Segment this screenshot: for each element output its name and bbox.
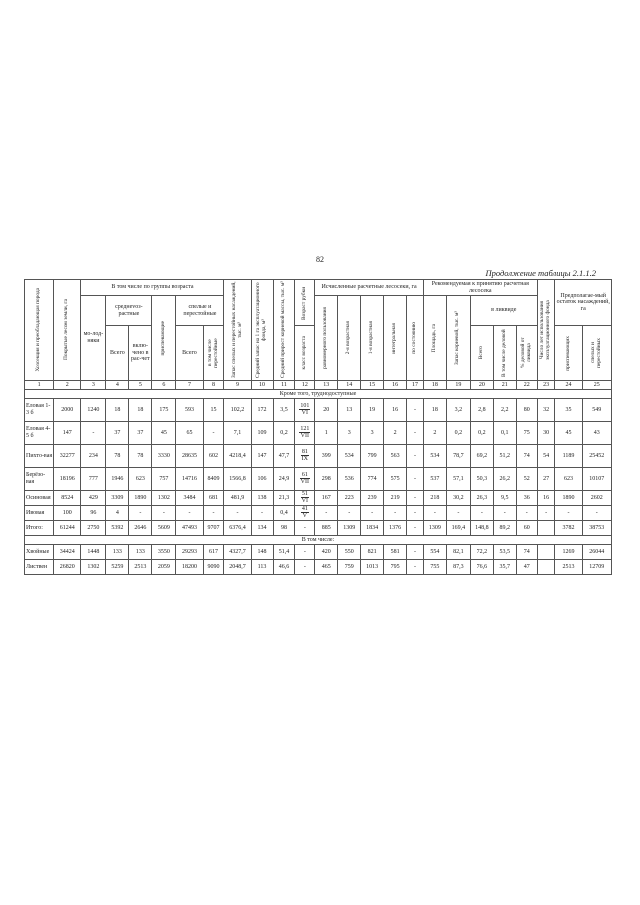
table-cell: 239	[361, 491, 384, 506]
table-cell: 35,7	[493, 560, 516, 575]
table-cell: 9707	[203, 521, 224, 536]
table-cell: 37	[106, 422, 129, 445]
table-cell: -	[295, 545, 315, 560]
table-cell: 2	[384, 422, 407, 445]
hdr-middle-incl: вклю-чено в рас-чет	[129, 326, 152, 381]
table-cell: 1189	[555, 445, 582, 468]
table-cell: 2059	[152, 560, 176, 575]
table-cell: 89,2	[493, 521, 516, 536]
row-species: Берёзо-вая	[25, 468, 54, 491]
hdr-age-class: класс возраста	[295, 326, 315, 381]
table-cell: 109	[251, 422, 273, 445]
table-cell: 681	[203, 491, 224, 506]
row-species: Осиновая	[25, 491, 54, 506]
table-cell: 25452	[582, 445, 611, 468]
age-class-cell: $\frac{61}{\text{VII}}$	[295, 468, 315, 491]
table-cell: 36	[516, 491, 537, 506]
hdr-rec-area: Площадь, га	[423, 296, 446, 381]
table-cell: 2,8	[470, 399, 493, 422]
column-number: 16	[384, 381, 407, 390]
table-cell: 78	[106, 445, 129, 468]
age-class-cell: $\frac{121}{\text{VII}}$	[295, 422, 315, 445]
table-cell: -	[407, 491, 424, 506]
table-cell: 57,1	[446, 468, 470, 491]
column-number: 3	[81, 381, 106, 390]
table-cell: -	[203, 422, 224, 445]
table-cell: 593	[176, 399, 203, 422]
table-cell: -	[295, 560, 315, 575]
table-cell: -	[582, 506, 611, 521]
table-cell: 50,3	[470, 468, 493, 491]
table-cell: 3	[338, 422, 361, 445]
table-cell: 549	[582, 399, 611, 422]
table-cell: 52	[516, 468, 537, 491]
table-cell: 0,1	[493, 422, 516, 445]
table-cell: 13	[338, 399, 361, 422]
hdr-area: Покрытые лесом земли, га	[54, 280, 81, 381]
hdr-liquid-business: В том числе деловой	[493, 326, 516, 381]
table-cell: 16	[537, 491, 555, 506]
table-cell: 2646	[129, 521, 152, 536]
column-number: 1	[25, 381, 54, 390]
table-cell: -	[470, 506, 493, 521]
table-cell: 147	[54, 422, 81, 445]
table-row	[25, 491, 612, 506]
table-cell: 18196	[54, 468, 81, 491]
table-cell: 1309	[338, 521, 361, 536]
table-cell: 795	[384, 560, 407, 575]
hdr-species: Хозсекция и преобладающая порода	[25, 280, 54, 381]
table-cell: 420	[315, 545, 338, 560]
row-species: Еловая 1-3 б	[25, 399, 54, 422]
hdr-liquid-total: Всего	[470, 326, 493, 381]
column-number: 12	[295, 381, 315, 390]
table-cell: 32	[537, 399, 555, 422]
table-cell: 799	[361, 445, 384, 468]
column-number: 24	[555, 381, 582, 390]
table-cell	[537, 545, 555, 560]
row-label: Листвен	[25, 560, 54, 575]
table-cell: 19	[361, 399, 384, 422]
table-cell: 16	[384, 399, 407, 422]
table-cell: 38753	[582, 521, 611, 536]
table-cell: 69,2	[470, 445, 493, 468]
hdr-middle: среднеvoз-растные	[106, 296, 152, 326]
table-cell: -	[152, 506, 176, 521]
table-cell: 1240	[81, 399, 106, 422]
table-cell: 399	[315, 445, 338, 468]
table-cell: 65	[176, 422, 203, 445]
hdr-years: Число лет использования эксплуатационного фонда	[537, 280, 555, 381]
table-cell: 429	[81, 491, 106, 506]
table-cell: 51,4	[273, 545, 295, 560]
table-cell: 5259	[106, 560, 129, 575]
hdr-mature: спелые и перестойные	[176, 296, 224, 326]
table-cell: 45	[555, 422, 582, 445]
hdr-expected-mature: спелых и перестойных	[582, 326, 611, 381]
table-cell: 167	[315, 491, 338, 506]
table-cell: 537	[423, 468, 446, 491]
table-cell: -	[407, 445, 424, 468]
table-cell: 2048,7	[224, 560, 251, 575]
hdr-rec-stock: Запас корневой, тыс. м³	[446, 296, 470, 381]
table-cell: 30	[537, 422, 555, 445]
table-cell: -	[224, 506, 251, 521]
row-species: Еловая 4-5 б	[25, 422, 54, 445]
table-cell: 465	[315, 560, 338, 575]
table-cell: 102,2	[224, 399, 251, 422]
table-cell: 87,3	[446, 560, 470, 575]
column-number: 17	[407, 381, 424, 390]
age-class-cell: $\frac{101}{VI}$	[295, 399, 315, 422]
table-cell: 148	[251, 545, 273, 560]
table-cell: 821	[361, 545, 384, 560]
table-cell	[537, 521, 555, 536]
table-cell: 46,6	[273, 560, 295, 575]
table-cell: 623	[129, 468, 152, 491]
table-cell: 8524	[54, 491, 81, 506]
table-cell: -	[129, 506, 152, 521]
table-cell: 1890	[129, 491, 152, 506]
page-number: 82	[316, 255, 324, 264]
table-cell: 4218,4	[224, 445, 251, 468]
table-cell: -	[81, 422, 106, 445]
table-cell: 32277	[54, 445, 81, 468]
table-cell: 623	[555, 468, 582, 491]
column-number: 11	[273, 381, 295, 390]
table-cell: -	[361, 506, 384, 521]
table-cell: 2000	[54, 399, 81, 422]
hdr-rec: Рекомендуемая к принятию расчетная лесосека	[423, 280, 537, 296]
table-cell: -	[407, 468, 424, 491]
table-cell: 21,3	[273, 491, 295, 506]
hdr-calc-4: интегральная	[384, 296, 407, 381]
table-cell: 10107	[582, 468, 611, 491]
table-cell: -	[407, 506, 424, 521]
table-cell: 74	[516, 445, 537, 468]
table-cell: 133	[129, 545, 152, 560]
table-cell: -	[407, 422, 424, 445]
column-number: 4	[106, 381, 129, 390]
table-row	[25, 506, 612, 521]
column-number: 14	[338, 381, 361, 390]
hdr-mature-incl: в том числе перестойные	[203, 326, 224, 381]
table-cell: 78	[129, 445, 152, 468]
column-number: 20	[470, 381, 493, 390]
table-cell: 30,2	[446, 491, 470, 506]
row-label: Итого:	[25, 521, 54, 536]
table-cell: 37	[129, 422, 152, 445]
hdr-age: Возраст рубки	[295, 280, 315, 326]
row-species: Пихто-вая	[25, 445, 54, 468]
table-cell: 18	[106, 399, 129, 422]
table-cell: 218	[423, 491, 446, 506]
table-cell: 885	[315, 521, 338, 536]
table-cell: 18	[129, 399, 152, 422]
table-cell: 76,6	[470, 560, 493, 575]
table-cell: 45	[152, 422, 176, 445]
table-cell: -	[555, 506, 582, 521]
hdr-liquid: в ликвиде	[470, 296, 537, 326]
table-cell: 35	[555, 399, 582, 422]
row-label: Хвойные	[25, 545, 54, 560]
table-cell: 60	[516, 521, 537, 536]
table-cell: 9,5	[493, 491, 516, 506]
table-cell: 34424	[54, 545, 81, 560]
table-cell: -	[423, 506, 446, 521]
table-cell: 2513	[129, 560, 152, 575]
hdr-stock-mature: Запас спелых и перестойных насаждений, тыс. м³	[224, 280, 251, 381]
table-cell: 2513	[555, 560, 582, 575]
table-cell: 759	[338, 560, 361, 575]
table-cell: 3484	[176, 491, 203, 506]
table-cell: 98	[273, 521, 295, 536]
table-cell: 72,2	[470, 545, 493, 560]
table-cell: 1946	[106, 468, 129, 491]
table-row	[25, 422, 612, 445]
table-cell: -	[516, 506, 537, 521]
table-cell: -	[446, 506, 470, 521]
table-cell: 223	[338, 491, 361, 506]
column-number: 10	[251, 381, 273, 390]
column-number: 5	[129, 381, 152, 390]
table-cell: 80	[516, 399, 537, 422]
table-cell: 9090	[203, 560, 224, 575]
table-cell: -	[407, 399, 424, 422]
table-cell: 1	[315, 422, 338, 445]
table-cell: 2,2	[493, 399, 516, 422]
subtotal-row	[25, 560, 612, 575]
table-cell: 3,2	[446, 399, 470, 422]
age-class-cell: $\frac{81}{IX}$	[295, 445, 315, 468]
table-row	[25, 445, 612, 468]
hdr-avg-growth: Средний прирост корневой массы, тыс. м³	[273, 280, 295, 381]
table-cell: 47	[516, 560, 537, 575]
table-cell: 172	[251, 399, 273, 422]
table-cell: 534	[338, 445, 361, 468]
column-number: 13	[315, 381, 338, 390]
table-row	[25, 468, 612, 491]
table-cell: 28635	[176, 445, 203, 468]
table-cell: 298	[315, 468, 338, 491]
column-number: 18	[423, 381, 446, 390]
table-cell: 29293	[176, 545, 203, 560]
table-cell: 2602	[582, 491, 611, 506]
table-cell: 563	[384, 445, 407, 468]
column-number: 19	[446, 381, 470, 390]
table-cell: 481,9	[224, 491, 251, 506]
table-cell: 4	[106, 506, 129, 521]
column-number: 2	[54, 381, 81, 390]
table-cell: 3309	[106, 491, 129, 506]
age-class-cell: $\frac{51}{VI}$	[295, 491, 315, 506]
table-cell: 12709	[582, 560, 611, 575]
table-cell: -	[407, 545, 424, 560]
table-cell: 14716	[176, 468, 203, 491]
table-cell: 2750	[81, 521, 106, 536]
hdr-mature-total: Всего	[176, 326, 203, 381]
table-cell: -	[176, 506, 203, 521]
table-cell: 3782	[555, 521, 582, 536]
table-cell: 1448	[81, 545, 106, 560]
table-cell: 20	[315, 399, 338, 422]
table-cell: 26,3	[470, 491, 493, 506]
table-cell: 1013	[361, 560, 384, 575]
total-row	[25, 521, 612, 536]
hdr-premature: приспевающие	[152, 296, 176, 381]
table-cell: 5609	[152, 521, 176, 536]
table-cell: 0,2	[446, 422, 470, 445]
table-cell: 113	[251, 560, 273, 575]
table-cell: 96	[81, 506, 106, 521]
table-cell: 0,2	[470, 422, 493, 445]
table-cell: 100	[54, 506, 81, 521]
table-cell: 7,1	[224, 422, 251, 445]
table-cell: 26820	[54, 560, 81, 575]
column-number: 23	[537, 381, 555, 390]
table-cell: 1309	[423, 521, 446, 536]
table-cell: 554	[423, 545, 446, 560]
table-cell: 26,2	[493, 468, 516, 491]
table-cell: 1376	[384, 521, 407, 536]
age-class-cell: $\frac{41}{V}$	[295, 506, 315, 521]
table-cell: 757	[152, 468, 176, 491]
table-cell: 755	[423, 560, 446, 575]
subtotal-row	[25, 545, 612, 560]
table-cell: 602	[203, 445, 224, 468]
table-cell: -	[407, 560, 424, 575]
column-number: 9	[224, 381, 251, 390]
table-cell: 175	[152, 399, 176, 422]
table-cell: 106	[251, 468, 273, 491]
table-cell	[537, 560, 555, 575]
table-cell: 82,1	[446, 545, 470, 560]
row-species: Ивовая	[25, 506, 54, 521]
table-cell: 78,7	[446, 445, 470, 468]
hdr-calc-2: 2-я возрастная	[338, 296, 361, 381]
table-cell: 74	[516, 545, 537, 560]
table-cell: 15	[203, 399, 224, 422]
table-cell: -	[251, 506, 273, 521]
table-cell: 575	[384, 468, 407, 491]
table-cell: 617	[203, 545, 224, 560]
table-cell: 54	[537, 445, 555, 468]
table-cell: 3330	[152, 445, 176, 468]
table-cell: 1269	[555, 545, 582, 560]
table-cell: 53,5	[493, 545, 516, 560]
column-number: 6	[152, 381, 176, 390]
hdr-calc-5: по состоянию	[407, 296, 424, 381]
table-cell: 148,8	[470, 521, 493, 536]
table-row	[25, 399, 612, 422]
table-cell: 43	[582, 422, 611, 445]
table-cell: 1834	[361, 521, 384, 536]
table-cell: 18200	[176, 560, 203, 575]
table-cell: -	[338, 506, 361, 521]
column-number: 7	[176, 381, 203, 390]
table-cell: -	[493, 506, 516, 521]
table-cell: 2	[423, 422, 446, 445]
table-cell: 8409	[203, 468, 224, 491]
hdr-expected: Предполагае-мый остаток насаждений, га	[555, 280, 612, 326]
table-cell: -	[384, 506, 407, 521]
forest-table	[24, 279, 612, 575]
table-subtitle: Продолжение таблицы 2.1.1.2	[485, 268, 596, 278]
table-cell: 0,2	[273, 422, 295, 445]
column-number: 21	[493, 381, 516, 390]
hdr-avg-stock: Средний запас на 1 га эксплуатационного фонда, м³	[251, 280, 273, 381]
column-number: 22	[516, 381, 537, 390]
table-cell: 777	[81, 468, 106, 491]
table-cell: 47493	[176, 521, 203, 536]
table-cell: 26044	[582, 545, 611, 560]
table-cell: 1302	[152, 491, 176, 506]
table-cell: -	[295, 521, 315, 536]
table-cell: 774	[361, 468, 384, 491]
hdr-young: мо-лод-няки	[81, 296, 106, 381]
column-number: 25	[582, 381, 611, 390]
table-cell: 51,2	[493, 445, 516, 468]
table-cell: -	[203, 506, 224, 521]
hdr-liquid-pct: % деловой от ликвида	[516, 326, 537, 381]
hdr-middle-total: Всего	[106, 326, 129, 381]
column-number: 15	[361, 381, 384, 390]
table-cell: 133	[106, 545, 129, 560]
table-cell: 1890	[555, 491, 582, 506]
table-cell: 4327,7	[224, 545, 251, 560]
note-incl: В том числе:	[25, 536, 612, 545]
table-cell: 134	[251, 521, 273, 536]
hdr-calc-1: равномерного пользования	[315, 296, 338, 381]
column-number: 8	[203, 381, 224, 390]
column-numbers-row	[25, 381, 612, 390]
table-cell: 0,4	[273, 506, 295, 521]
table-cell: 147	[251, 445, 273, 468]
table-cell: 219	[384, 491, 407, 506]
table-cell: 61244	[54, 521, 81, 536]
hdr-expected-premature: приспевающих	[555, 326, 582, 381]
table-cell: 1566,8	[224, 468, 251, 491]
table-cell: 18	[423, 399, 446, 422]
table-cell: 534	[423, 445, 446, 468]
table-cell: 581	[384, 545, 407, 560]
table-cell: 5392	[106, 521, 129, 536]
table-cell: 3,5	[273, 399, 295, 422]
table-cell: -	[315, 506, 338, 521]
table-cell: 24,9	[273, 468, 295, 491]
table-cell: -	[407, 521, 424, 536]
table-cell: 550	[338, 545, 361, 560]
table-cell: 6376,4	[224, 521, 251, 536]
table-cell: 234	[81, 445, 106, 468]
table-cell: 138	[251, 491, 273, 506]
table-cell: 536	[338, 468, 361, 491]
table-cell: 3550	[152, 545, 176, 560]
table-cell: 3	[361, 422, 384, 445]
table-cell: 47,7	[273, 445, 295, 468]
table-cell: 27	[537, 468, 555, 491]
note-inaccessible: Кроме того, труднодоступные	[25, 390, 612, 399]
table-cell: 75	[516, 422, 537, 445]
table-cell: 169,4	[446, 521, 470, 536]
table-cell: -	[537, 506, 555, 521]
hdr-calc-3: 1-я возрастная	[361, 296, 384, 381]
table-cell: 1302	[81, 560, 106, 575]
hdr-by-groups: В том числе по группы возраста	[81, 280, 224, 296]
hdr-calc: Исчисленные расчетные лесосеки, га	[315, 280, 424, 296]
